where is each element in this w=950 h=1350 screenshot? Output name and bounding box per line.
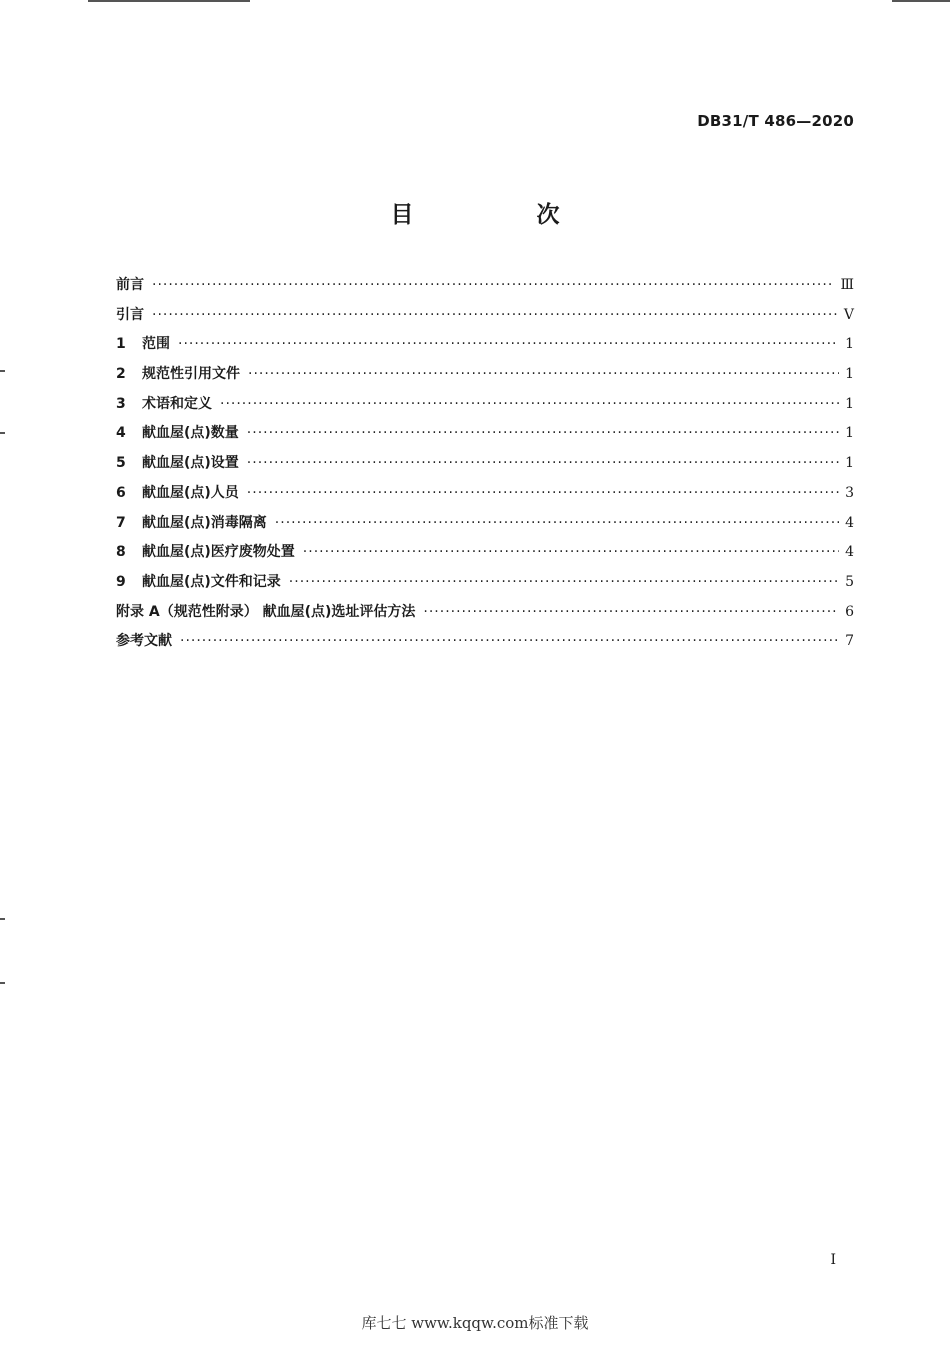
margin-mark	[0, 918, 5, 920]
toc-entry-2[interactable]	[116, 363, 854, 393]
toc-entry-number: 5	[116, 455, 126, 472]
toc-entry-8[interactable]	[116, 541, 854, 571]
toc-entry-number: 4	[116, 425, 126, 442]
dot-leader	[247, 485, 839, 501]
toc-page-number: 6	[845, 603, 854, 620]
toc-entry-number: 6	[116, 484, 126, 501]
page-number: I	[830, 1252, 836, 1268]
toc-page-number: Ⅴ	[843, 306, 854, 323]
dot-leader	[275, 515, 839, 531]
toc-entry-references[interactable]	[116, 630, 854, 660]
toc-entry-6[interactable]	[116, 482, 854, 512]
margin-mark	[0, 370, 5, 372]
toc-entry-label: 献血屋(点)设置	[142, 455, 239, 472]
toc-entry-label: 附录 A（规范性附录） 献血屋(点)选址评估方法	[116, 603, 416, 620]
toc-page-number: 3	[845, 484, 854, 501]
toc-page-number: 5	[845, 573, 854, 590]
dot-leader	[178, 336, 839, 352]
dot-leader	[303, 544, 839, 560]
toc-entry-number: 8	[116, 544, 126, 561]
toc-page-number: 4	[845, 514, 854, 531]
toc-page-number: 1	[845, 455, 854, 472]
toc-entry-5[interactable]	[116, 452, 854, 482]
toc-entry-9[interactable]	[116, 571, 854, 601]
toc-entry-4[interactable]	[116, 422, 854, 452]
toc-page-number: Ⅲ	[840, 277, 854, 293]
dot-leader	[152, 277, 834, 293]
toc-entry-number: 7	[116, 514, 126, 531]
toc-entry-3[interactable]	[116, 393, 854, 423]
table-of-contents	[116, 274, 854, 660]
dot-leader	[248, 366, 839, 382]
toc-page-number: 1	[845, 336, 854, 353]
document-code: DB31/T 486—2020	[697, 112, 854, 130]
toc-entry-label: 献血屋(点)消毒隔离	[142, 514, 267, 531]
dot-leader	[247, 425, 839, 441]
toc-entry-label: 参考文献	[116, 633, 172, 650]
toc-entry-appendix-a[interactable]	[116, 601, 854, 631]
margin-mark	[0, 432, 5, 434]
toc-entry-label: 术语和定义	[142, 395, 212, 412]
dot-leader	[289, 574, 839, 590]
toc-entry-label: 前言	[116, 277, 144, 293]
toc-page-number: 4	[845, 544, 854, 561]
toc-entry-label: 引言	[116, 306, 144, 323]
toc-entry-number: 3	[116, 395, 126, 412]
toc-entry-number: 1	[116, 336, 126, 353]
toc-entry-label: 规范性引用文件	[142, 366, 240, 383]
dot-leader	[423, 604, 839, 620]
scan-edge-line	[892, 0, 950, 2]
scan-edge-line	[88, 0, 250, 2]
toc-entry-7[interactable]	[116, 512, 854, 542]
toc-page-number: 1	[845, 395, 854, 412]
toc-entry-label: 献血屋(点)文件和记录	[142, 573, 281, 590]
toc-entry-label: 献血屋(点)人员	[142, 484, 239, 501]
toc-page-number: 1	[845, 366, 854, 383]
dot-leader	[180, 633, 839, 649]
toc-page-number: 7	[845, 633, 854, 650]
toc-entry-label: 献血屋(点)数量	[142, 425, 239, 442]
toc-entry-1[interactable]	[116, 333, 854, 363]
toc-entry-label: 范围	[142, 336, 170, 353]
toc-entry-preface[interactable]	[116, 274, 854, 304]
dot-leader	[247, 455, 839, 471]
dot-leader	[152, 307, 838, 323]
dot-leader	[220, 396, 839, 412]
page-title: 目 次	[390, 202, 610, 228]
download-watermark: 库七七 www.kqqw.com标准下载	[361, 1314, 589, 1332]
toc-entry-introduction[interactable]	[116, 304, 854, 334]
toc-entry-label: 献血屋(点)医疗废物处置	[142, 544, 295, 561]
toc-page-number: 1	[845, 425, 854, 442]
margin-mark	[0, 982, 5, 984]
toc-entry-number: 2	[116, 366, 126, 383]
toc-entry-number: 9	[116, 573, 126, 590]
